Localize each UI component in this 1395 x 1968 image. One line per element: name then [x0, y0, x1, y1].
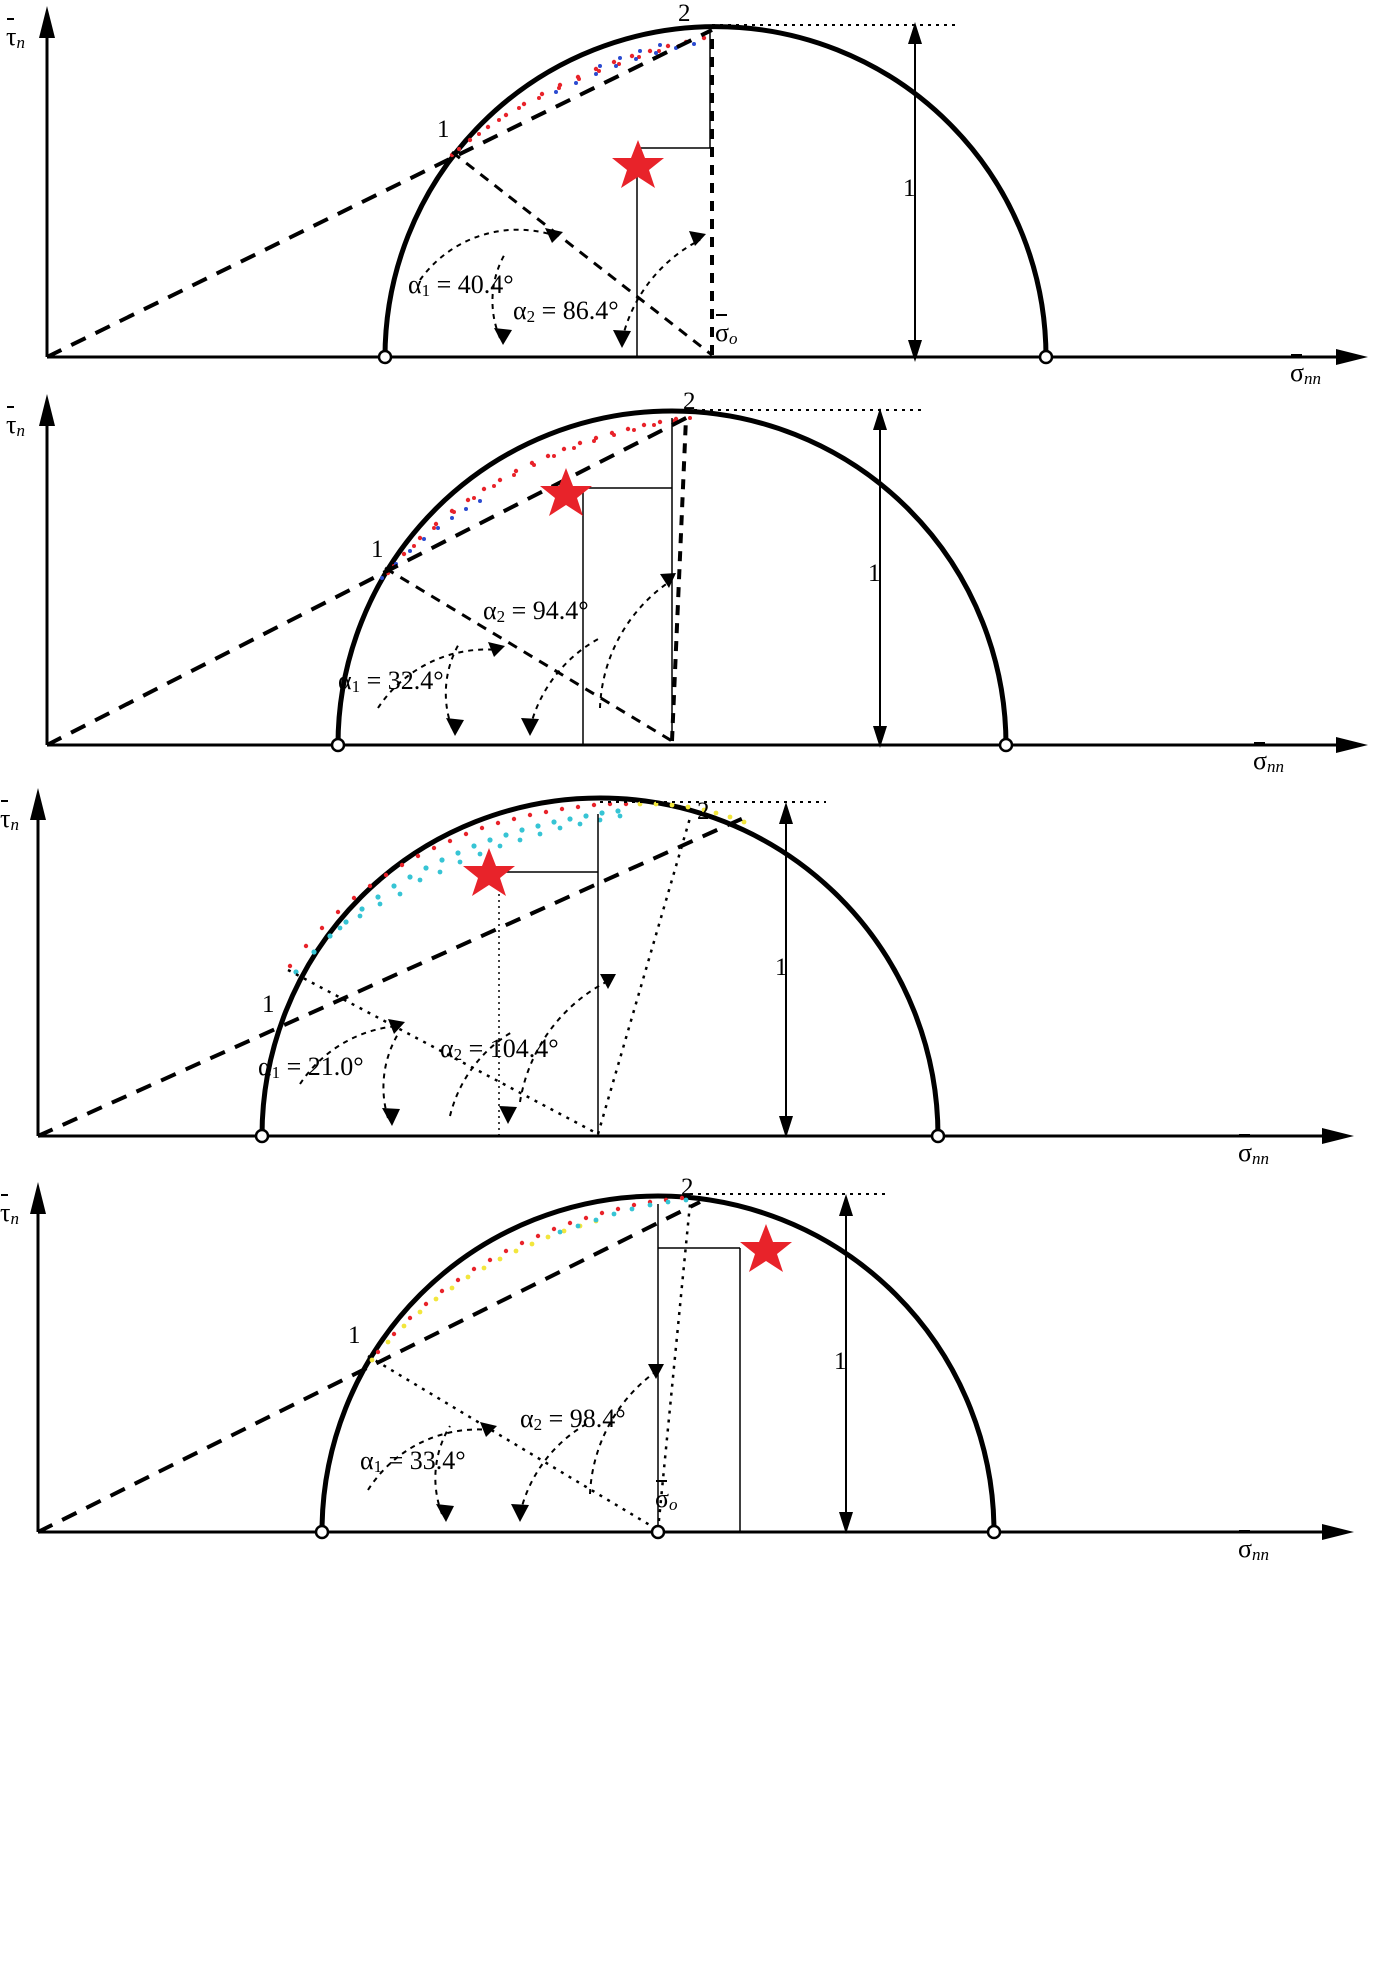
- radius-label-2: 1: [868, 560, 881, 587]
- radius-label-1: 1: [903, 175, 916, 202]
- sigma-o-label-1: σo: [715, 318, 738, 349]
- point-label-2-one: 1: [371, 536, 384, 563]
- panel-3: [0, 776, 1395, 1168]
- x-axis-label-2: σnn: [1253, 746, 1284, 777]
- alpha2-label-1: α2 = 86.4°: [513, 296, 619, 326]
- scatter-points-3: [288, 802, 747, 975]
- x-axis-label-4: σnn: [1238, 1534, 1269, 1565]
- point-label-3-two: 2: [697, 798, 710, 825]
- alpha1-label-4: α1 = 33.4°: [360, 1446, 466, 1476]
- axes-panel-4: [30, 1182, 1354, 1540]
- alpha1-label-2: α1 = 32.4°: [338, 666, 444, 696]
- point-label-4-one: 1: [348, 1322, 361, 1349]
- alpha2-label-4: α2 = 98.4°: [520, 1404, 626, 1434]
- star-marker: [612, 140, 664, 188]
- point-label-1-two: 2: [678, 0, 691, 27]
- axes-panel-2: [39, 394, 1368, 753]
- panel-1: [0, 0, 1395, 388]
- y-axis-label-3: τn: [0, 804, 19, 835]
- point-label-3-one: 1: [262, 991, 275, 1018]
- axes-panel-1: [39, 6, 1368, 365]
- alpha1-label-1: α1 = 40.4°: [408, 270, 514, 300]
- point-label-2-two: 2: [683, 388, 696, 415]
- tangent-line-4: [38, 1202, 700, 1532]
- alpha2-label-3: α2 = 104.4°: [440, 1034, 559, 1064]
- panel-4: [0, 1164, 1395, 1568]
- star-marker: [740, 1224, 792, 1272]
- alpha1-label-3: α1 = 21.0°: [258, 1052, 364, 1082]
- mohr-circle-arc-3: [262, 798, 938, 1136]
- y-axis-label-2: τn: [6, 410, 25, 441]
- radius-label-4: 1: [834, 1348, 847, 1375]
- panel-2: [0, 388, 1395, 776]
- x-axis-label-1: σnn: [1290, 358, 1321, 389]
- y-axis-label-1: τn: [6, 22, 25, 53]
- sigma-o-label-4: σo: [655, 1484, 678, 1515]
- x-axis-label-3: σnn: [1238, 1138, 1269, 1169]
- point-label-4-two: 2: [681, 1174, 694, 1201]
- star-marker: [463, 848, 515, 896]
- radius-label-3: 1: [775, 954, 788, 981]
- star-marker: [540, 468, 592, 516]
- y-axis-label-4: τn: [0, 1198, 19, 1229]
- mohr-circle-arc-1: [385, 27, 1046, 357]
- alpha2-label-2: α2 = 94.4°: [483, 596, 589, 626]
- point-label-1-one: 1: [437, 116, 450, 143]
- tangent-line-3: [38, 816, 748, 1136]
